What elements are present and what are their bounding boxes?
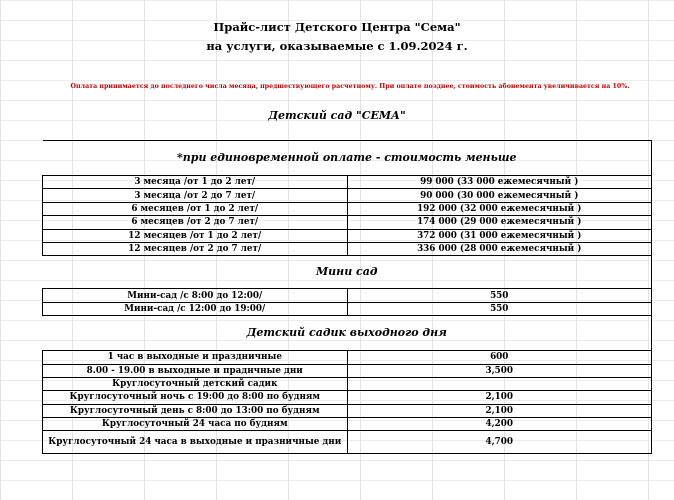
mini-rows [43,289,652,316]
price-cell: 4,200 [347,418,652,431]
mini-title-row [43,256,652,289]
price-list-title: Прайс-лист Детского Центра "Сема" [213,20,461,34]
service-cell: Круглосуточный 24 часа в выходные и празничные дни [43,431,348,454]
payment-note: Оплата принимается до последнего числа месяца, предшествующего расчетному. При оплате позднее, стоимость абонемента увеличивается на 10%. [70,83,630,90]
service-cell: 3 месяца /от 1 до 2 лет/ [43,176,348,189]
table-row [43,404,652,417]
mini-section-title: Мини сад [43,256,652,289]
price-cell: 550 [347,289,652,302]
kindergarten-rows [43,176,652,256]
table-row [43,189,652,202]
service-cell: 12 месяцев /от 1 до 2 лет/ [43,229,348,242]
price-cell [347,377,652,390]
table-row [43,216,652,229]
service-cell: Мини-сад /с 12:00 до 19:00/ [43,302,348,315]
price-cell: 90 000 (30 000 ежемесячный ) [347,189,652,202]
table-row [43,242,652,255]
price-cell: 550 [347,302,652,315]
price-cell: 174 000 (29 000 ежемесячный ) [347,216,652,229]
table-row [43,176,652,189]
price-list-subtitle: на услуги, оказываемые с 1.09.2024 г. [206,39,468,53]
service-cell: 3 месяца /от 2 до 7 лет/ [43,189,348,202]
price-cell: 4,700 [347,431,652,454]
service-cell: 8.00 - 19.00 в выходные и праднчные дни [43,364,348,377]
table-row [43,364,652,377]
service-cell: 6 месяцев /от 1 до 2 лет/ [43,202,348,215]
weekend-rows [43,351,652,454]
price-cell: 336 000 (28 000 ежемесячный ) [347,242,652,255]
price-cell: 99 000 (33 000 ежемесячный ) [347,176,652,189]
service-cell: Круглосуточный 24 часа по будням [43,418,348,431]
weekend-title-row [43,316,652,351]
table-row [43,391,652,404]
price-cell: 2,100 [347,404,652,417]
weekend-section-title: Детский садик выходного дня [43,316,652,351]
service-cell: Круглосуточный детский садик [43,377,348,390]
service-cell: 6 месяцев /от 2 до 7 лет/ [43,216,348,229]
service-cell: Круглосуточный ночь с 19:00 до 8:00 по будням [43,391,348,404]
one-time-note-row [43,141,652,176]
table-row [43,351,652,364]
table-row [43,302,652,315]
table-row [43,418,652,431]
table-row [43,202,652,215]
price-cell: 600 [347,351,652,364]
price-cell: 2,100 [347,391,652,404]
service-cell: Круглосуточный день с 8:00 до 13:00 по будням [43,404,348,417]
one-time-note: *при единовременной оплате - стоимость меньше [43,141,652,176]
price-cell: 192 000 (32 000 ежемесячный ) [347,202,652,215]
table-row [43,431,652,454]
table-row [43,229,652,242]
service-cell: Мини-сад /с 8:00 до 12:00/ [43,289,348,302]
table-row [43,289,652,302]
price-table [42,140,652,454]
service-cell: 1 час в выходные и праздничные [43,351,348,364]
service-cell: 12 месяцев /от 2 до 7 лет/ [43,242,348,255]
price-cell: 3,500 [347,364,652,377]
kindergarten-section-title: Детский сад "СЕМА" [268,109,406,122]
price-cell: 372 000 (31 000 ежемесячный ) [347,229,652,242]
table-row [43,377,652,390]
